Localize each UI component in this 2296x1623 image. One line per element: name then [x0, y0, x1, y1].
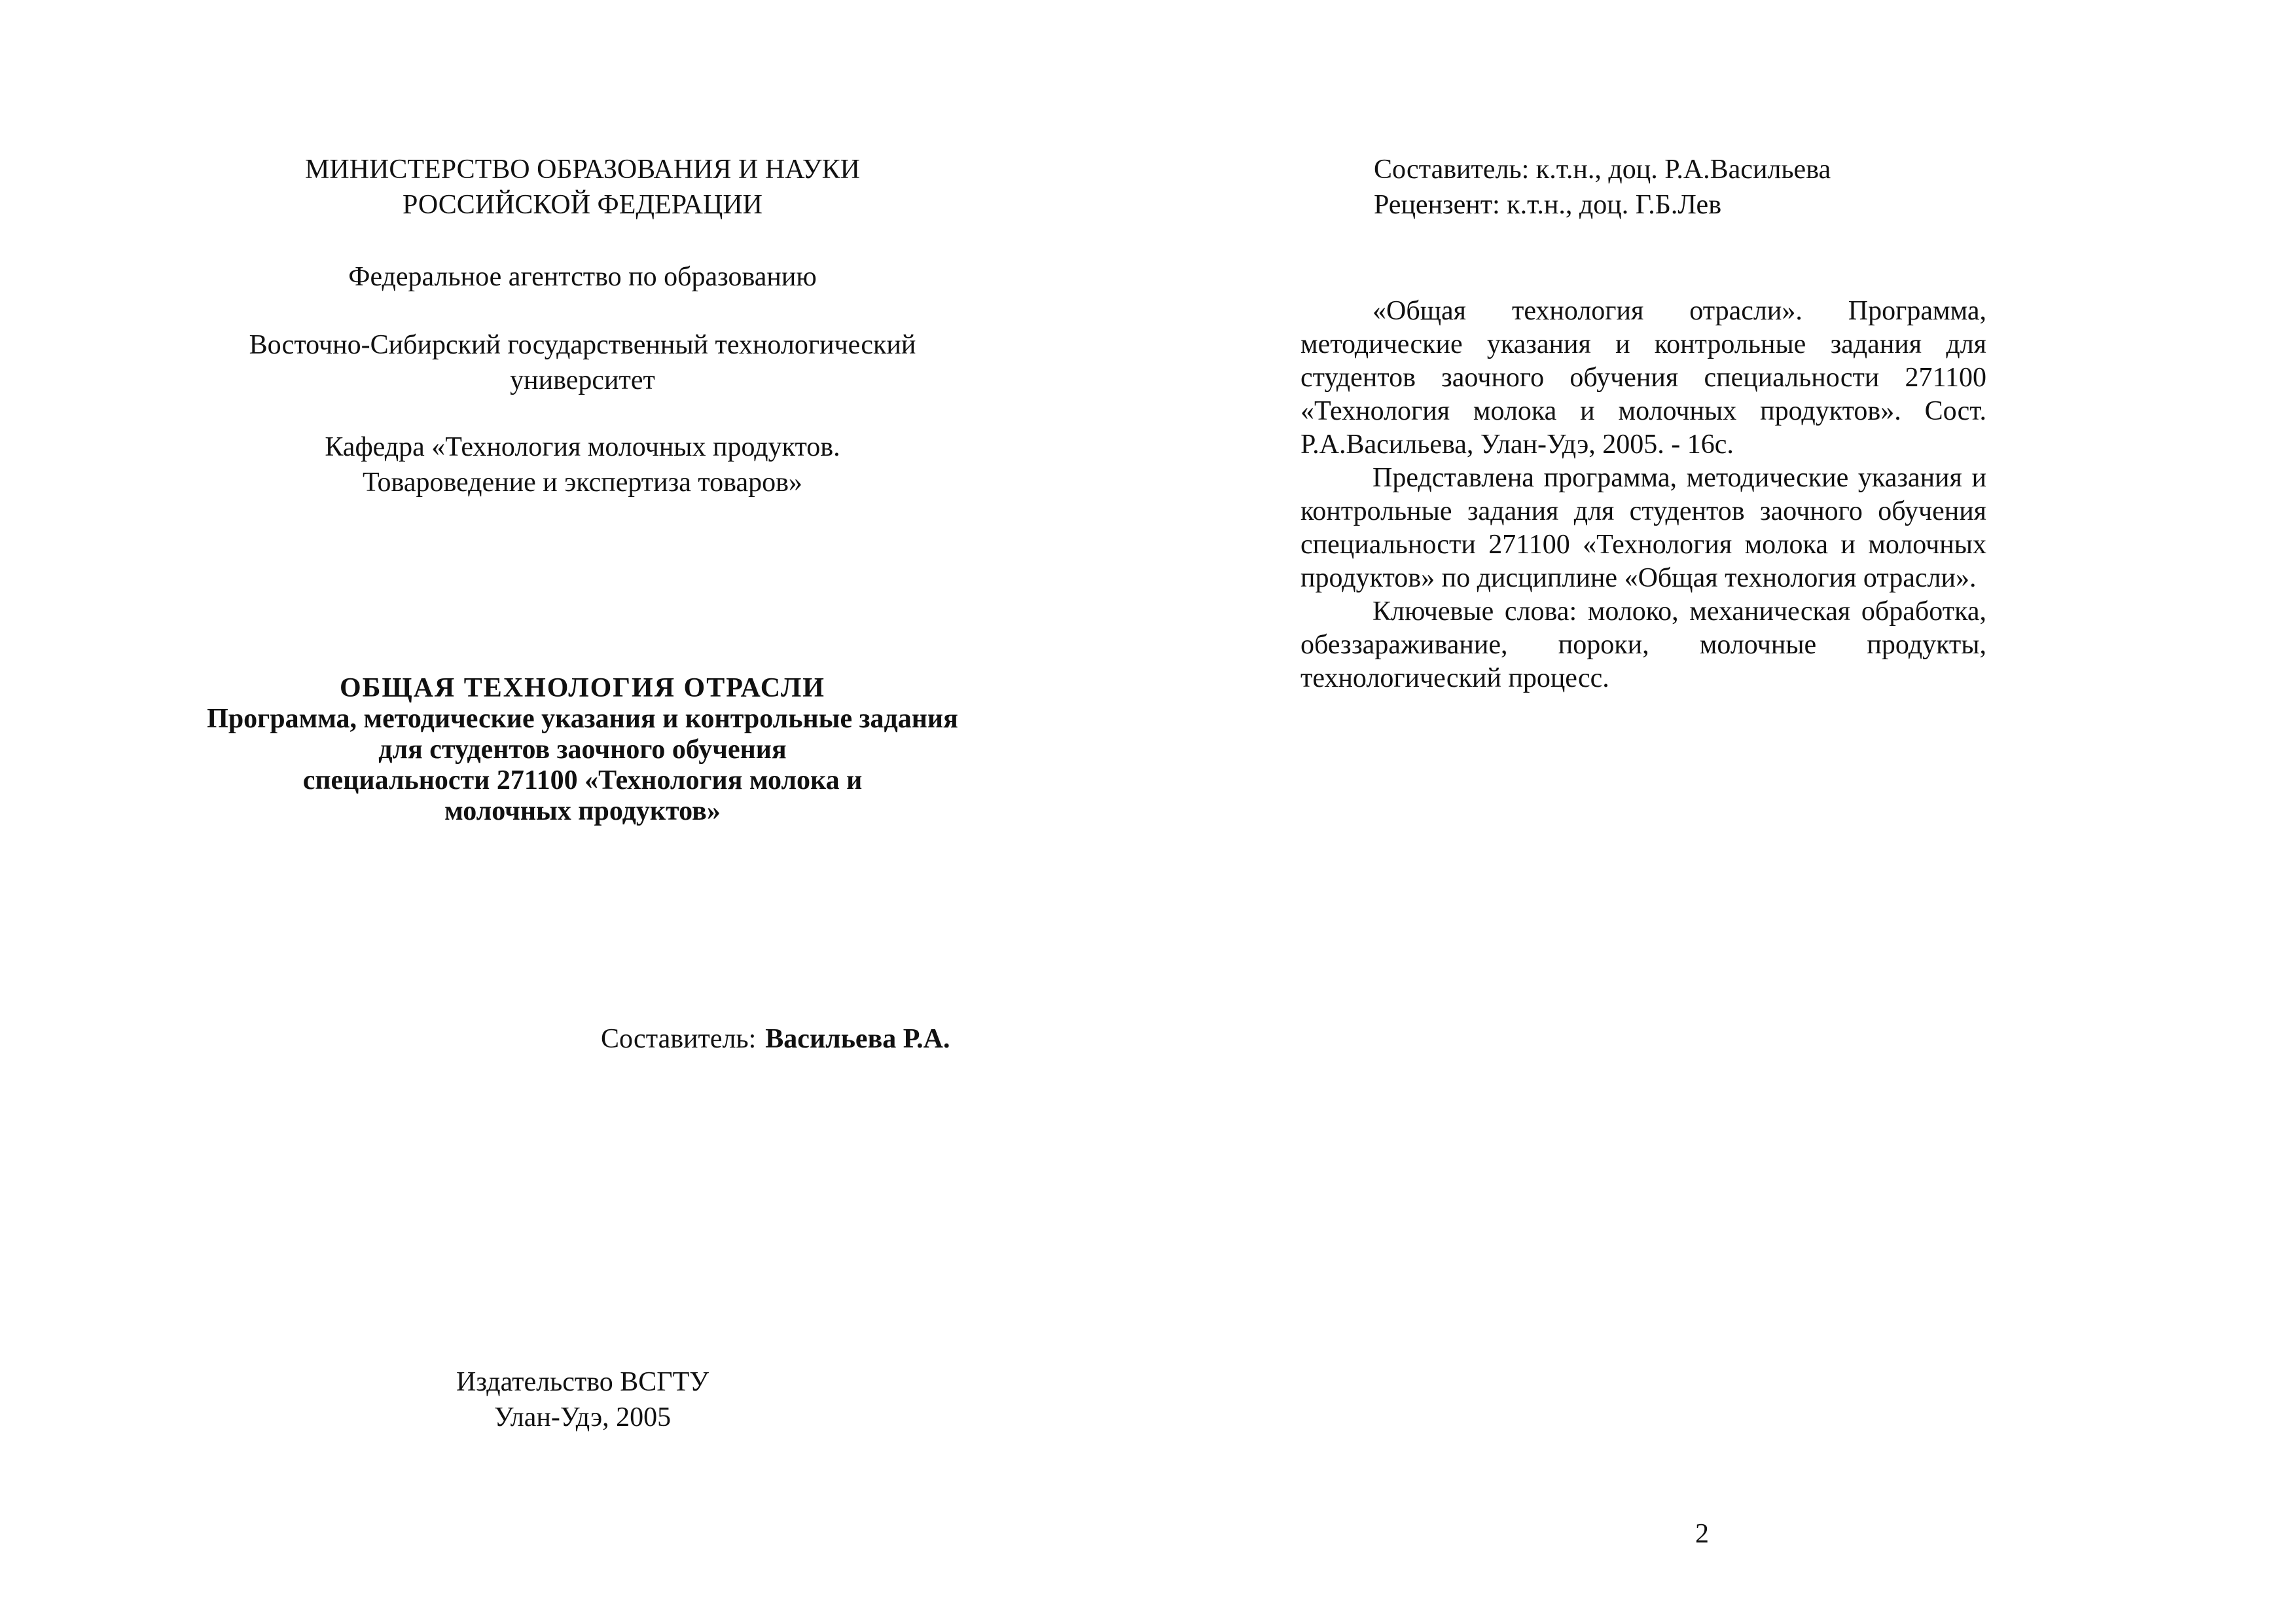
document-title: ОБЩАЯ ТЕХНОЛОГИЯ ОТРАСЛИ: [340, 673, 825, 703]
university: [0, 327, 1165, 398]
publisher-place-year: Улан-Удэ, 2005: [493, 1402, 672, 1432]
annotation: [1300, 295, 1986, 695]
annotation-paragraph-keywords: Ключевые слова: молоко, механическая обработка, обеззараживание, пороки, молочные продукты, технологический процесс.: [1300, 596, 1986, 693]
department-line-1: Кафедра «Технология молочных продуктов.: [325, 432, 840, 462]
university-line-1: Восточно-Сибирский государственный технологический: [249, 330, 916, 360]
ministry-line-1: МИНИСТЕРСТВО ОБРАЗОВАНИЯ И НАУКИ: [305, 155, 860, 185]
department-line-2: Товароведение и экспертиза товаров»: [363, 467, 802, 498]
annotation-paragraph-summary: Представлена программа, методические указания и контрольные задания для студентов заочного обучения специальности 271100 «Технология молока и молочных продуктов» по дисциплине «Общая технология отрасли».: [1300, 463, 1986, 593]
subtitle-line-2: для студентов заочного обучения: [378, 735, 787, 765]
page-number: 2: [1695, 1519, 1709, 1549]
subtitle-line-1: Программа, методические указания и контрольные задания: [207, 704, 958, 734]
ministry-header: [0, 152, 1165, 223]
department: [0, 429, 1165, 500]
compiler-info: Составитель: к.т.н., доц. Р.А.Васильева: [1374, 155, 1831, 185]
subtitle-line-3: специальности 271100 «Технология молока и: [302, 765, 863, 795]
subtitle-line-4: молочных продуктов»: [444, 796, 721, 826]
right-page: [1148, 0, 2296, 1623]
compiler-label: Составитель:: [601, 1024, 757, 1054]
document-title-block: [0, 673, 1165, 827]
publisher-name: Издательство ВСГТУ: [456, 1367, 709, 1397]
compiler-credit: [601, 1021, 950, 1057]
compiler-name: Васильева Р.А.: [765, 1024, 950, 1054]
agency-line: Федеральное агентство по образованию: [348, 262, 817, 292]
agency: [0, 259, 1165, 295]
authors-block: [1374, 152, 1831, 223]
annotation-paragraph-citation: «Общая технология отрасли». Программа, методические указания и контрольные задания для студентов заочного обучения специальности 271100 «Технология молока и молочных продуктов». Сост. Р.А.Васильева, Улан-Удэ, 2005. - 16с.: [1300, 296, 1986, 460]
publisher-block: [0, 1364, 1165, 1435]
reviewer-info: Рецензент: к.т.н., доц. Г.Б.Лев: [1374, 190, 1722, 220]
ministry-line-2: РОССИЙСКОЙ ФЕДЕРАЦИИ: [403, 190, 762, 220]
university-line-2: университет: [510, 365, 655, 395]
